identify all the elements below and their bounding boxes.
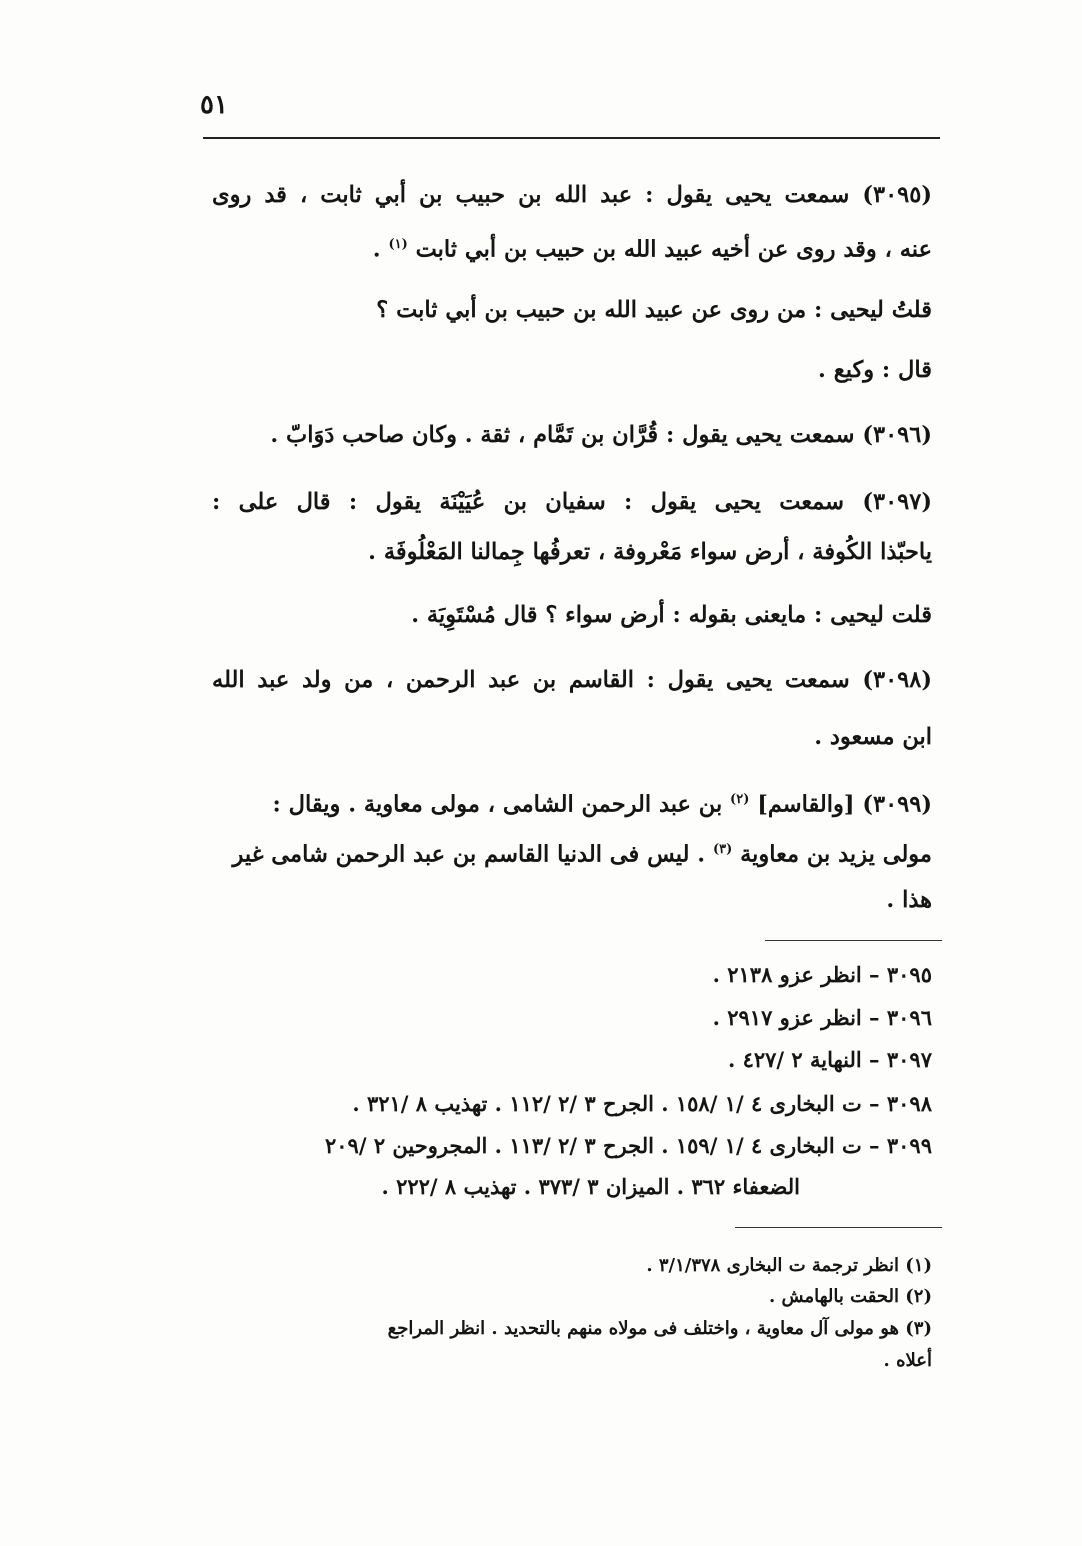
entry-3099-number: (٣٠٩٩) [والقاسم]: [757, 791, 932, 818]
entry-3095-line-2: عنه ، وقد روى عن أخيه عبيد الله بن حبيب بن أبي ثابت $^{(١)}$ .: [372, 236, 932, 263]
entry-3097-line-1: (٣٠٩٧) سمعت يحيى يقول : سفيان بن عُيَيْنَة يقول : قال على :: [212, 489, 932, 515]
footnote-1: (١) انظر ترجمة ت البخارى ٣/١/٣٧٨ .: [646, 1255, 932, 1276]
reference-3098: ٣٠٩٨ – ت البخارى ٤ /١ /١٥٨ . الجرح ٣ /٢ /١١٢ . تهذيب ٨ /٣٢١ .: [352, 1091, 932, 1116]
entry-3098-line-1: (٣٠٩٨) سمعت يحيى يقول : القاسم بن عبد الرحمن ، من ولد عبد الله: [212, 667, 932, 693]
entry-3095-question: قلتُ ليحيى : من روى عن عبيد الله بن حبيب بن أبي ثابت ؟: [376, 297, 932, 323]
entry-3096-line-1: (٣٠٩٦) سمعت يحيى يقول : قُرَّان بن تَمَّام ، ثقة . وكان صاحب دَوَابّ .: [270, 422, 932, 448]
footnote-3-continued: أعلاه .: [883, 1350, 932, 1371]
reference-3099: ٣٠٩٩ – ت البخارى ٤ /١ /١٥٩ . الجرح ٣ /٢ /١١٣ . المجروحين ٢ /٢٠٩: [324, 1133, 932, 1158]
entry-3095-line-1: (٣٠٩٥) سمعت يحيى يقول : عبد الله بن حبيب بن أبي ثابت ، قد روى: [212, 182, 932, 208]
footnote-ref-2: (٢): [730, 792, 750, 807]
reference-3096: ٣٠٩٦ – انظر عزو ٢٩١٧ .: [712, 1005, 932, 1030]
reference-3099-continued: الضعفاء ٣٦٢ . الميزان ٣ /٣٧٣ . تهذيب ٨ /٢٢٢ .: [381, 1174, 800, 1199]
footnote-2: (٢) الحقت بالهامش .: [768, 1286, 932, 1307]
entry-3099-line-2: [212, 835, 932, 870]
reference-3095: ٣٠٩٥ – انظر عزو ٢١٣٨ .: [712, 962, 932, 987]
entry-3097-line-2: ياحبّذا الكُوفة ، أرض سواء مَعْروفة ، تعرفُها جِمالنا المَعْلُوفَة .: [368, 539, 932, 565]
reference-3097: ٣٠٩٧ – النهاية ٢ /٤٢٧ .: [727, 1047, 932, 1072]
footnotes-separator: [735, 1227, 942, 1228]
entry-3095-line-2-text: عنه ، وقد روى عن أخيه عبيد الله بن حبيب بن أبي ثابت: [415, 236, 932, 263]
footnote-ref-3: (٣): [712, 842, 733, 857]
references-separator: [765, 940, 942, 941]
entry-3099-line-2-start: مولى يزيد بن معاوية: [740, 841, 932, 868]
page-number: ٥١: [200, 90, 228, 120]
entry-3097-question: قلت ليحيى : مايعنى بقوله : أرض سواء ؟ قال مُسْتَوِيَة .: [411, 602, 932, 628]
entry-3099-line-3: هذا .: [886, 887, 932, 913]
footnote-3: (٣) هو مولى آل معاوية ، واختلف فى مولاه منهم بالتحديد . انظر المراجع: [387, 1318, 932, 1339]
entry-3098-line-2: ابن مسعود .: [814, 724, 932, 750]
header-rule: [203, 137, 940, 139]
entry-3095-answer: قال : وكيع .: [818, 357, 932, 383]
footnote-ref-1: (١): [388, 237, 408, 252]
entry-3099-line-2-end: . ليس فى الدنيا القاسم بن عبد الرحمن شامى غير: [232, 841, 706, 868]
entry-3099-line-1-text: بن عبد الرحمن الشامى ، مولى معاوية . ويقال :: [272, 791, 723, 818]
entry-3099-line-1: [212, 785, 932, 820]
